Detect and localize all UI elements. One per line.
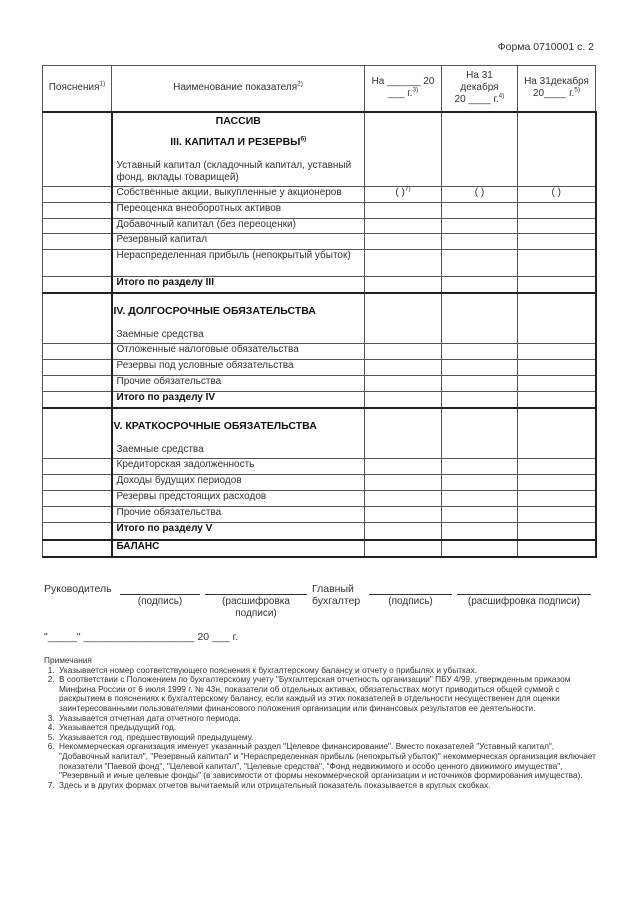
value-cell[interactable] [442,277,518,293]
total-row [43,277,596,293]
head-decode-line[interactable] [205,594,307,595]
note-item: 1. Указывается номер соответствующего пояснения к бухгалтерскому балансу и отчету о прибылях и убытках. [57,666,600,676]
value-cell[interactable] [365,376,442,392]
col-header-prev-prev-year: На 31декабря 20____ г.$^{5)}$ [518,66,596,112]
value-cell[interactable] [365,459,442,475]
value-cell[interactable]: ( )$^{7)}$ [365,187,442,203]
table-row [43,219,596,234]
value-cell[interactable] [518,277,596,293]
row-label: Резервный капитал [112,234,365,250]
value-cell[interactable] [365,491,442,507]
table-row [43,360,596,376]
value-cell[interactable] [518,507,596,523]
value-cell[interactable] [518,203,596,219]
col-header-notes: Пояснения$^{1)}$ [43,66,112,112]
table-row [43,250,596,277]
table-row [43,112,596,187]
value-cell[interactable] [365,234,442,250]
value-cell[interactable] [518,376,596,392]
value-cell[interactable] [518,293,596,344]
row-label: Уставный капитал (складочный капитал, уставный фонд, вклады товарищей) [116,159,352,183]
value-cell[interactable]: ( ) [518,187,596,203]
value-cell[interactable] [442,360,518,376]
table-row [43,507,596,523]
value-cell[interactable] [442,376,518,392]
value-cell[interactable] [518,523,596,540]
value-cell[interactable] [442,507,518,523]
head-label: Руководитель [44,583,112,595]
notes-title: Примечания [44,655,92,665]
date-line[interactable]: "_____" ___________________ 20 ___ г. [44,631,238,643]
value-cell[interactable] [518,540,596,557]
notes-block [44,656,600,790]
section-heading-short-term: V. КРАТКОСРОЧНЫЕ ОБЯЗАТЕЛЬСТВА [113,419,317,432]
value-cell[interactable] [442,344,518,360]
accountant-decode-line[interactable] [457,594,591,595]
value-cell[interactable] [518,360,596,376]
section-heading-capital: III. КАПИТАЛ И РЕЗЕРВЫ$^{6)}$ [170,135,307,148]
note-item: 2. В соответствии с Положением по бухгалтерскому учету "Бухгалтерская отчетность организации" ПБУ 4/99, утвержденным приказом Минфина России от 6 июля 1999 г. № 43н, показатели об отдельных активах, обязательствах могут приводиться общей суммой с раскрытием в пояснениях к бухгалтерскому балансу, если каждый из этих показателей в отдельности несущественен для оценки заинтересованными пользователями финансового положения организации или финансовых результатов ее деятельности. [57,675,600,713]
value-cell[interactable] [518,250,596,277]
table-row [43,408,596,459]
value-cell[interactable] [442,293,518,344]
value-cell[interactable] [365,475,442,491]
value-cell[interactable] [365,540,442,557]
value-cell[interactable] [518,408,596,459]
note-item: 7. Здесь и в других формах отчетов вычитаемый или отрицательный показатель показывается в круглых скобках. [57,781,600,791]
value-cell[interactable] [442,203,518,219]
col-header-current-date: На ______ 20 ___ г.$^{3)}$ [365,66,442,112]
table-row [43,293,596,344]
row-label: Переоценка внеоборотных активов [112,203,365,219]
total-label: Итого по разделу III [112,277,365,293]
table-row [43,475,596,491]
value-cell[interactable] [442,250,518,277]
note-item: 3. Указывается отчетная дата отчетного периода. [57,714,600,724]
value-cell[interactable] [442,523,518,540]
total-row [43,523,596,540]
value-cell[interactable] [518,234,596,250]
value-cell[interactable] [365,219,442,234]
value-cell[interactable] [365,507,442,523]
value-cell[interactable] [365,293,442,344]
accountant-signature-caption: (подпись) [388,596,433,607]
row-label: Резервы предстоящих расходов [112,491,365,507]
table-row [43,491,596,507]
row-label: Отложенные налоговые обязательства [112,344,365,360]
section-heading-long-term: IV. ДОЛГОСРОЧНЫЕ ОБЯЗАТЕЛЬСТВА [113,304,316,317]
total-row [43,392,596,408]
value-cell[interactable] [365,250,442,277]
value-cell[interactable] [518,112,596,187]
note-item: 5. Указывается год, предшествующий предыдущему. [57,733,600,743]
value-cell[interactable] [442,219,518,234]
row-label: Добавочный капитал (без переоценки) [112,219,365,234]
value-cell[interactable] [518,491,596,507]
table-row [43,344,596,360]
table-row [43,234,596,250]
col-header-name: Наименование показателя$^{2)}$ [112,66,365,112]
table-row [43,203,596,219]
row-label: Доходы будущих периодов [112,475,365,491]
value-cell[interactable] [365,408,442,459]
col-header-prev-year: На 31 декабря 20 ____ г.$^{4)}$ [442,66,518,112]
value-cell[interactable] [442,112,518,187]
notes-list [44,666,600,791]
row-label: Собственные акции, выкупленные у акционеров [112,187,365,203]
value-cell[interactable] [365,360,442,376]
row-label: Прочие обязательства [112,507,365,523]
table-row [43,376,596,392]
row-label: Кредиторская задолженность [112,459,365,475]
value-cell[interactable] [518,344,596,360]
value-cell[interactable] [365,112,442,187]
value-cell[interactable] [442,459,518,475]
value-cell[interactable] [442,491,518,507]
value-cell[interactable]: ( ) [442,187,518,203]
balance-liabilities-table [42,65,597,558]
note-item: 4. Указывается предыдущий год. [57,723,600,733]
value-cell[interactable] [442,408,518,459]
row-label: Резервы под условные обязательства [112,360,365,376]
section-title-passive: ПАССИВ [215,114,261,127]
accountant-decode-caption: (расшифровка подписи) [467,596,581,607]
row-label: Заемные средства [116,443,204,455]
head-decode-caption: (расшифровка подписи) [222,596,290,619]
row-label: Прочие обязательства [112,376,365,392]
value-cell[interactable] [442,234,518,250]
accountant-label: Главный бухгалтер [312,583,361,607]
value-cell[interactable] [365,203,442,219]
row-label: Заемные средства [116,328,204,340]
balance-row [43,540,596,557]
value-cell[interactable] [518,459,596,475]
form-code: Форма 0710001 с. 2 [497,41,594,53]
value-cell[interactable] [442,475,518,491]
value-cell[interactable] [518,392,596,408]
table-row [43,459,596,475]
table-header-row [43,66,596,112]
balance-label: БАЛАНС [112,540,365,557]
accountant-signature-line[interactable] [369,594,452,595]
note-item: 6. Некоммерческая организация именует указанный раздел "Целевое финансирование". Вместо показателей "Уставный капитал", "Добавочный капитал", "Резервный капитал" и "Нераспределенная прибыль (непокрытый убыток)" некоммерческая организация включает показатели "Паевой фонд", "Целевой капитал", "Целевые средства", "Фонд недвижимого и особо ценного движимого имущества", "Резервный и иные целевые фонды" (в зависимости от формы некоммерческой организации и источников формирования имущества). [57,742,600,780]
head-signature-caption: (подпись) [137,596,183,607]
value-cell[interactable] [365,392,442,408]
value-cell[interactable] [365,277,442,293]
value-cell[interactable] [365,344,442,360]
value-cell[interactable] [518,219,596,234]
table-row [43,187,596,203]
head-signature-line[interactable] [120,594,200,595]
row-label: Нераспределенная прибыль (непокрытый убыток) [112,250,365,277]
total-label: Итого по разделу IV [112,392,365,408]
value-cell[interactable] [365,523,442,540]
value-cell[interactable] [442,540,518,557]
value-cell[interactable] [442,392,518,408]
value-cell[interactable] [518,475,596,491]
total-label: Итого по разделу V [112,523,365,540]
